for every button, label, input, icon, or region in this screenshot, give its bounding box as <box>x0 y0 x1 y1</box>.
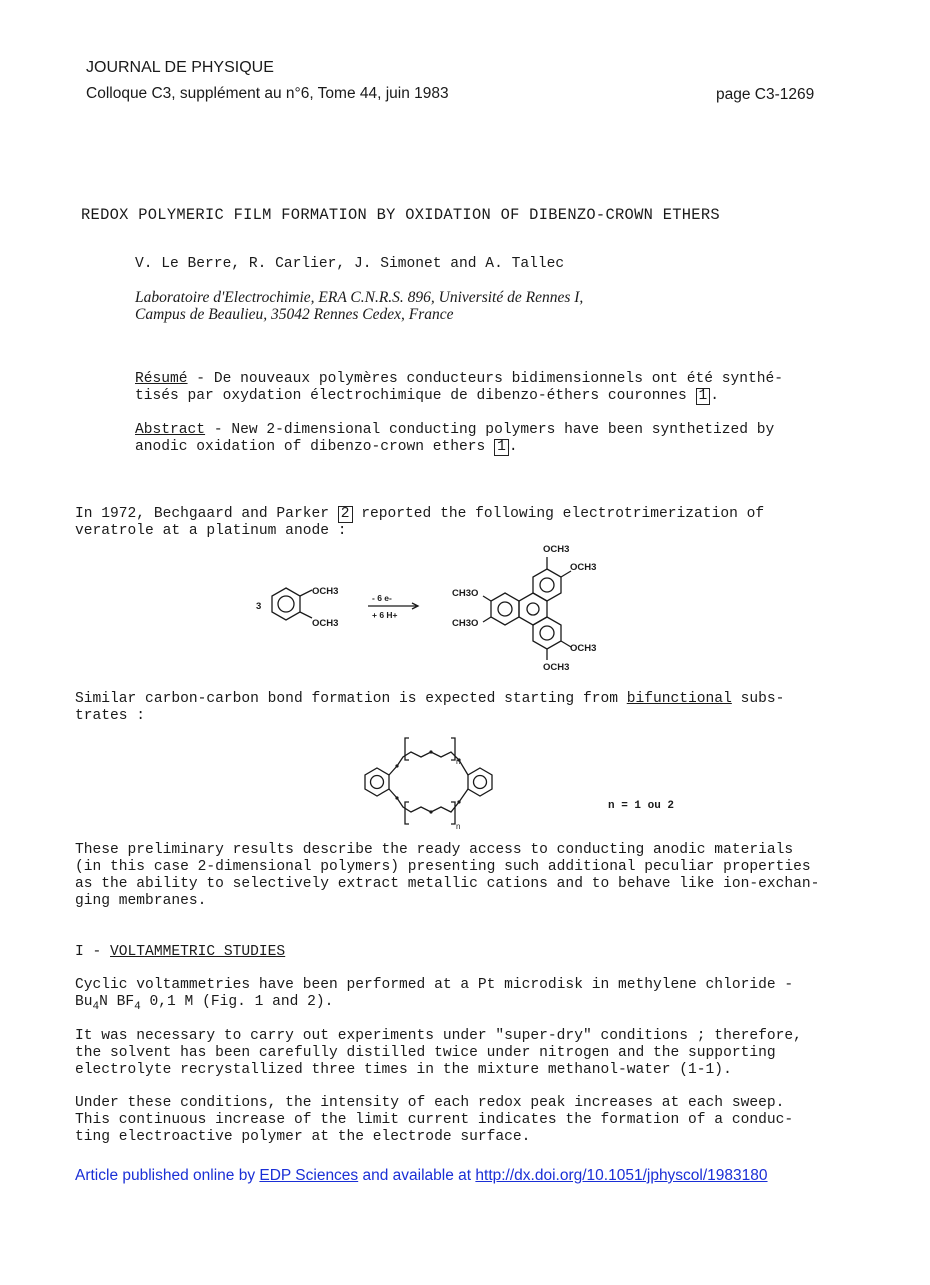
similar-text-1a: Similar carbon-carbon bond formation is expected starting from <box>75 691 627 707</box>
abstract-line-2 <box>135 439 518 457</box>
section-title: VOLTAMMETRIC STUDIES <box>110 944 286 960</box>
paper-title: REDOX POLYMERIC FILM FORMATION BY OXIDATION OF DIBENZO-CROWN ETHERS <box>81 206 720 224</box>
abstract-line-1 <box>135 422 774 440</box>
product-och3-top-right: OCH3 <box>570 562 597 573</box>
prelim-line-3: as the ability to selectively extract metallic cations and to behave like ion-exchan- <box>75 876 820 892</box>
right-benzene-ring <box>468 768 492 796</box>
affiliation-line-1: Laboratoire d'Electrochimie, ERA C.N.R.S. 896, Université de Rennes I, <box>135 289 584 306</box>
resume-reference: 1 <box>696 388 711 405</box>
left-benzene-ring <box>365 768 389 796</box>
intro-text-1b: reported the following electrotrimerization of <box>352 506 765 522</box>
triphenylene-bottom-ring <box>533 617 561 649</box>
resume-text-1: - De nouveaux polymères conducteurs bidimensionnels ont été synthé- <box>187 371 784 387</box>
necessary-line-1: It was necessary to carry out experiments under "super-dry" conditions ; therefore, <box>75 1028 802 1044</box>
veratrole-och3-bottom: OCH3 <box>312 618 339 629</box>
abstract-text-2: anodic oxidation of dibenzo-crown ethers <box>135 439 495 455</box>
under-line-3: ting electroactive polymer at the electrode surface. <box>75 1129 531 1145</box>
product-och3-bottom: OCH3 <box>543 662 570 673</box>
arrow-label-protons: + 6 H+ <box>372 610 398 620</box>
under-line-2: This continuous increase of the limit current indicates the formation of a conduc- <box>75 1112 794 1128</box>
doi-link[interactable]: http://dx.doi.org/10.1051/jphyscol/1983180 <box>475 1167 768 1184</box>
necessary-line-2: the solvent has been carefully distilled twice under nitrogen and the supporting <box>75 1045 776 1061</box>
resume-end: . <box>710 388 720 404</box>
triphenylene-left-ring <box>491 593 519 625</box>
cyclic-line-1: Cyclic voltammetries have been performed at a Pt microdisk in methylene chloride - <box>75 977 794 993</box>
authors: V. Le Berre, R. Carlier, J. Simonet and A. Tallec <box>135 256 565 272</box>
section-heading <box>75 944 285 962</box>
footer-middle: and available at <box>358 1167 476 1184</box>
product-ch3o-left-top: CH3O <box>452 588 479 599</box>
resume-text-2: tisés par oxydation électrochimique de dibenzo-éthers couronnes <box>135 388 696 404</box>
product-och3-bottom-right: OCH3 <box>570 643 597 654</box>
similar-text-1b: subs- <box>731 691 785 707</box>
similar-underlined: bifunctional <box>626 691 732 707</box>
resume-label: Résumé <box>135 371 188 387</box>
prelim-line-1: These preliminary results describe the ready access to conducting anodic materials <box>75 842 794 858</box>
cyclic-nbf: N BF <box>99 994 135 1010</box>
cyclic-bu: Bu <box>75 994 93 1010</box>
abstract-text-1: - New 2-dimensional conducting polymers have been synthetized by <box>205 422 775 438</box>
veratrole-ring <box>272 588 300 620</box>
similar-line-1 <box>75 691 784 709</box>
footer-prefix: Article published online by <box>75 1167 260 1184</box>
resume-line-2 <box>135 388 719 406</box>
product-och3-top: OCH3 <box>543 544 570 555</box>
cyclic-line-2 <box>75 994 333 1016</box>
upper-n-subscript: n <box>456 757 461 766</box>
similar-line-2: trates : <box>75 708 146 724</box>
veratrole-aromatic-circle <box>278 596 294 612</box>
page-number: page C3-1269 <box>716 86 815 103</box>
cyclic-rest: 0,1 M (Fig. 1 and 2). <box>140 994 334 1010</box>
prelim-line-4: ging membranes. <box>75 893 207 909</box>
resume-line-1 <box>135 371 783 389</box>
abstract-end: . <box>508 439 518 455</box>
trimerization-scheme <box>250 538 620 678</box>
journal-name: JOURNAL DE PHYSIQUE <box>86 59 274 76</box>
n-value-note: n = 1 ou 2 <box>608 800 675 812</box>
footer-line <box>75 1167 768 1185</box>
section-number: I - <box>75 944 111 960</box>
arrow-label-electrons: - 6 e- <box>372 593 392 603</box>
abstract-reference: 1 <box>494 439 509 456</box>
prelim-line-2: (in this case 2-dimensional polymers) presenting such additional peculiar properties <box>75 859 811 875</box>
abstract-label: Abstract <box>135 422 206 438</box>
intro-line-1 <box>75 506 764 524</box>
intro-text-1a: In 1972, Bechgaard and Parker <box>75 506 338 522</box>
triphenylene-center-ring <box>519 593 547 625</box>
necessary-line-3: electrolyte recrystallized three times in the mixture methanol-water (1-1). <box>75 1062 732 1078</box>
colloque-line: Colloque C3, supplément au n°6, Tome 44, juin 1983 <box>86 85 449 102</box>
cyclic-subscript-2: 4 <box>134 1000 141 1013</box>
lower-n-subscript: n <box>456 822 461 831</box>
cyclic-subscript-1: 4 <box>92 1000 100 1013</box>
triphenylene-top-ring <box>533 569 561 601</box>
dibenzo-crown-scheme <box>355 730 515 834</box>
intro-reference: 2 <box>338 506 353 523</box>
under-line-1: Under these conditions, the intensity of each redox peak increases at each sweep. <box>75 1095 785 1111</box>
publisher-link[interactable]: EDP Sciences <box>259 1167 359 1184</box>
veratrole-och3-top: OCH3 <box>312 586 339 597</box>
affiliation-line-2: Campus de Beaulieu, 35042 Rennes Cedex, France <box>135 306 454 323</box>
intro-line-2: veratrole at a platinum anode : <box>75 523 347 539</box>
product-ch3o-left-bottom: CH3O <box>452 618 479 629</box>
coefficient-label: 3 <box>256 601 262 612</box>
